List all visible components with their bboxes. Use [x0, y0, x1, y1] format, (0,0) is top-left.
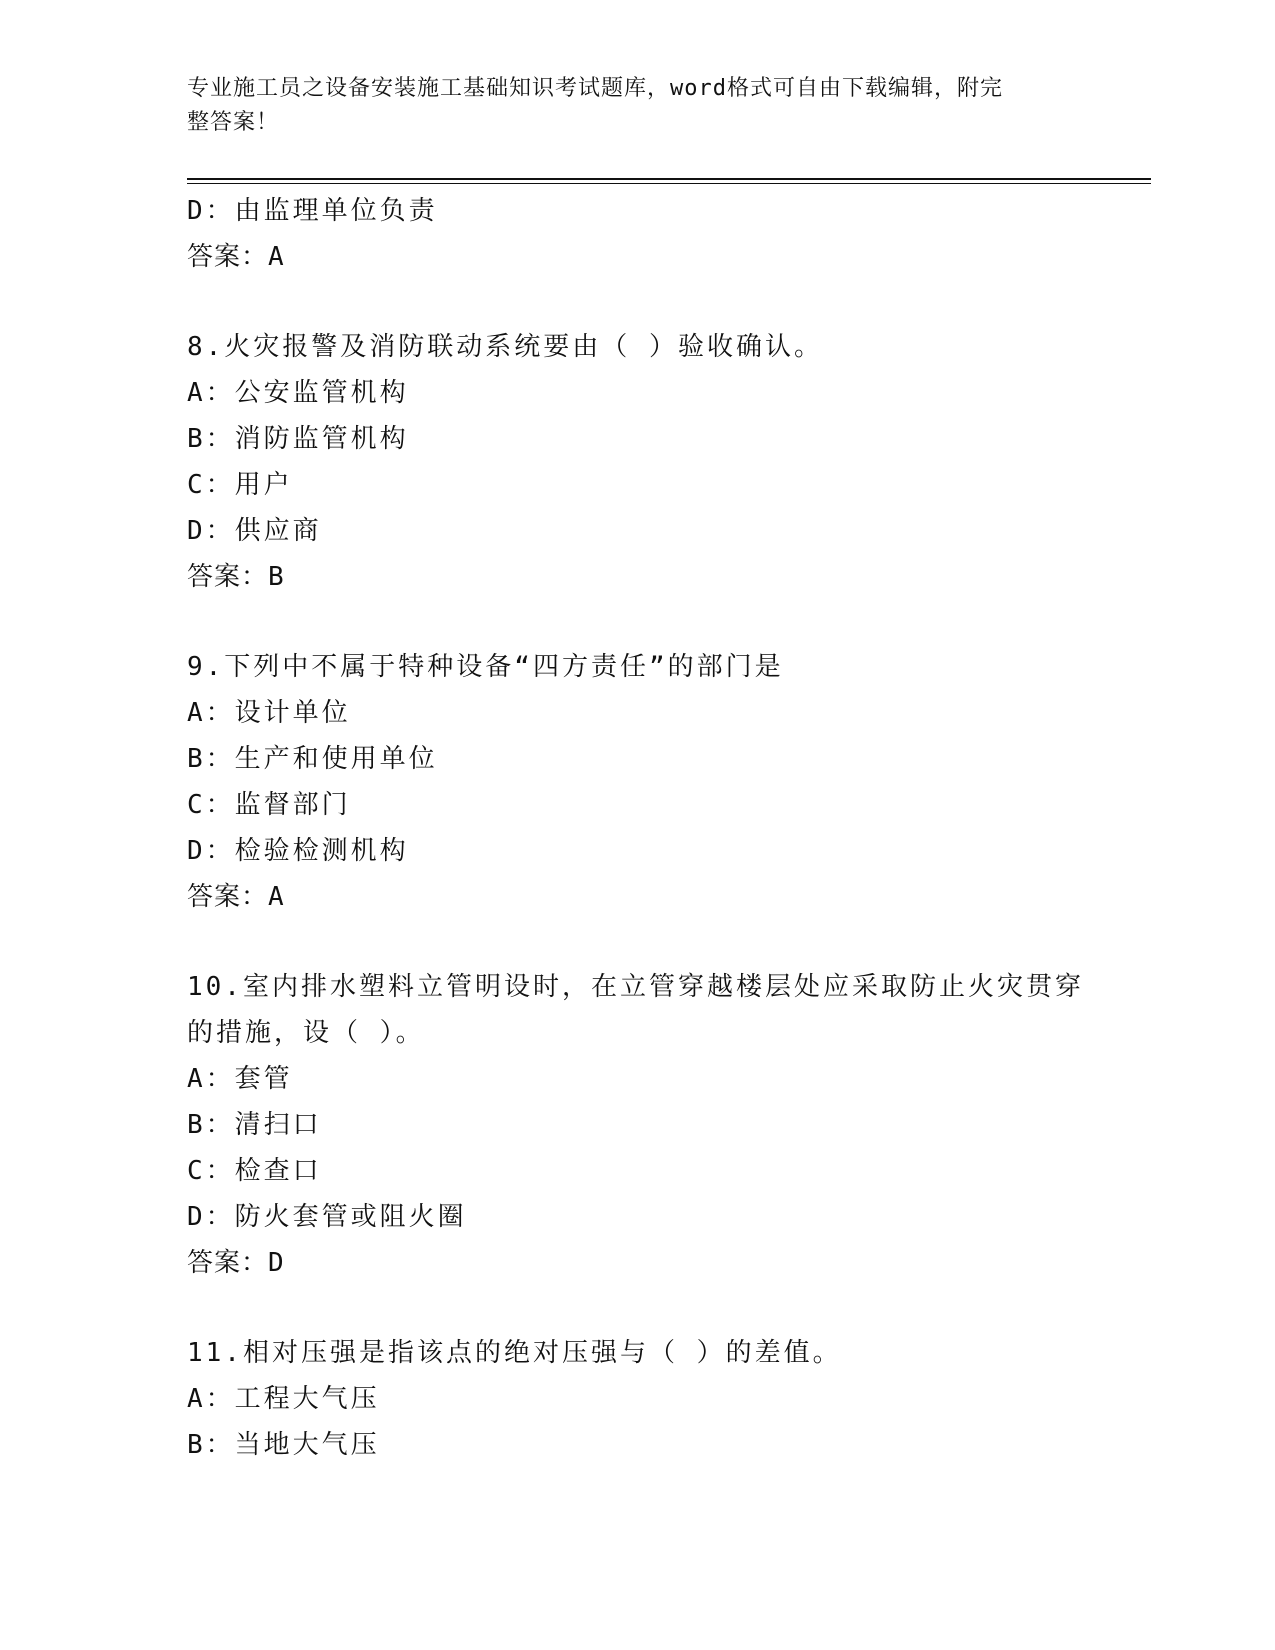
option-b: B：消防监管机构: [187, 424, 409, 454]
answer-label: 答案：: [187, 562, 269, 592]
option-a: A：公安监管机构: [187, 378, 409, 408]
option-d: D：供应商: [187, 516, 322, 546]
header-line-2: 整答案！: [187, 110, 280, 135]
spacer: [187, 920, 1127, 964]
answer-value: A: [268, 242, 285, 272]
question-previous: [187, 188, 1127, 280]
answer-line: [187, 1240, 1127, 1286]
question-stem: 9.下列中不属于特种设备“四方责任”的部门是: [187, 652, 784, 682]
document-header: [187, 72, 1087, 140]
answer-value: D: [268, 1248, 285, 1278]
question-stem-line-2: 的措施，设（ ）。: [187, 1018, 425, 1048]
question-list: [187, 188, 1127, 1468]
option-c: C：监督部门: [187, 790, 351, 820]
header-divider-thin: [187, 183, 1151, 184]
header-line-1: 专业施工员之设备安装施工基础知识考试题库，word格式可自由下载编辑，附完: [187, 76, 1003, 101]
option-a: A：套管: [187, 1064, 293, 1094]
answer-label: 答案：: [187, 1248, 269, 1278]
option-c: C：用户: [187, 470, 293, 500]
answer-label: 答案：: [187, 882, 269, 912]
question-stem: 11.相对压强是指该点的绝对压强与（ ）的差值。: [187, 1338, 842, 1368]
option-d: D：由监理单位负责: [187, 196, 438, 226]
option-d: D：防火套管或阻火圈: [187, 1202, 467, 1232]
question-8: [187, 324, 1127, 600]
question-stem: 8.火灾报警及消防联动系统要由（ ）验收确认。: [187, 332, 823, 362]
option-b: B：当地大气压: [187, 1430, 380, 1460]
answer-value: A: [268, 882, 285, 912]
spacer: [187, 1286, 1127, 1330]
header-divider-thick: [187, 178, 1151, 180]
option-a: A：工程大气压: [187, 1384, 380, 1414]
spacer: [187, 600, 1127, 644]
question-11: [187, 1330, 1127, 1468]
option-c: C：检查口: [187, 1156, 322, 1186]
option-d: D：检验检测机构: [187, 836, 409, 866]
option-a: A：设计单位: [187, 698, 351, 728]
answer-value: B: [268, 562, 285, 592]
answer-line: [187, 874, 1127, 920]
answer-label: 答案：: [187, 242, 269, 272]
question-10: [187, 964, 1127, 1286]
option-b: B：生产和使用单位: [187, 744, 438, 774]
option-b: B：清扫口: [187, 1110, 322, 1140]
spacer: [187, 280, 1127, 324]
question-9: [187, 644, 1127, 920]
answer-line: [187, 234, 1127, 280]
answer-line: [187, 554, 1127, 600]
question-stem-line-1: 10.室内排水塑料立管明设时，在立管穿越楼层处应采取防止火灾贯穿: [187, 972, 1084, 1002]
